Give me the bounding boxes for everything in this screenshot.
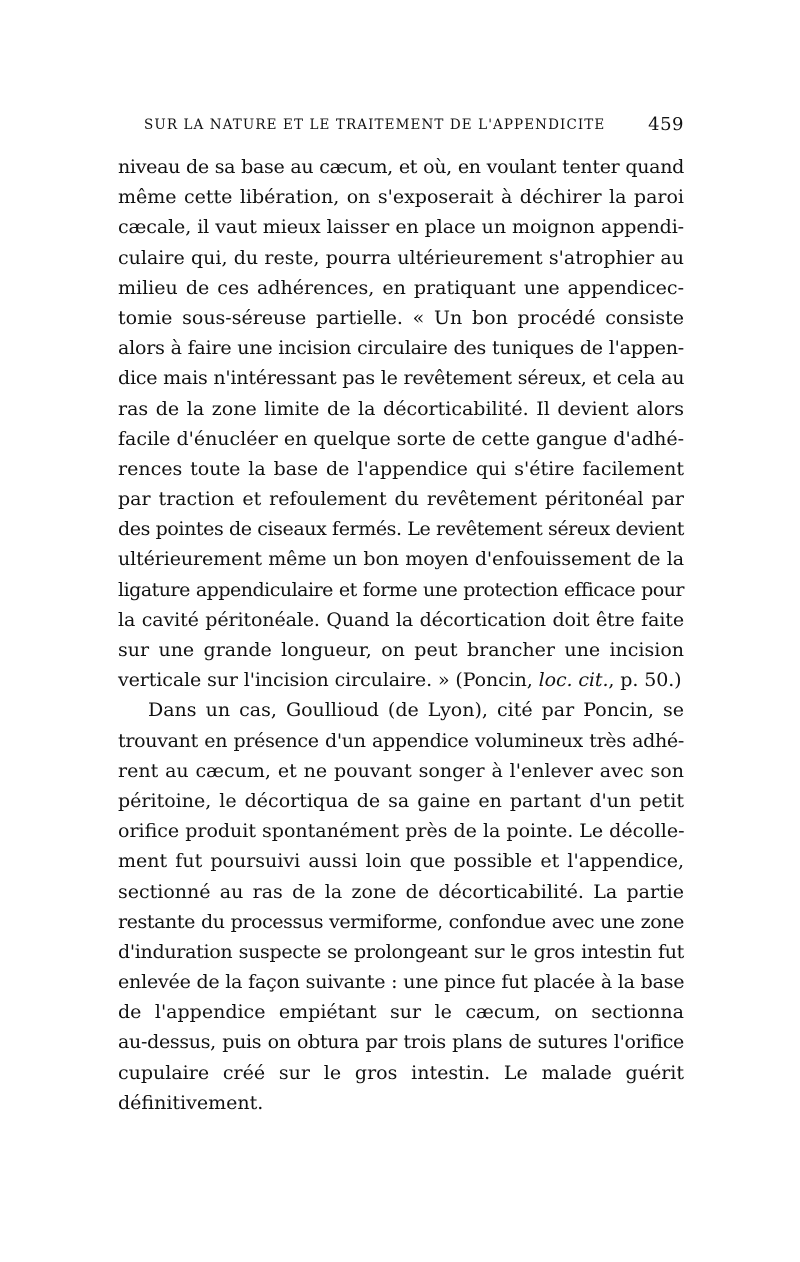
citation-text-after: , p. 50.) — [608, 669, 682, 692]
text-line: tomie sous-séreuse partielle. « Un bon procédé consiste — [118, 306, 684, 329]
paragraph-last-line: définitivement. — [118, 1091, 264, 1114]
text-line: d'induration suspecte se prolongeant sur le gros intestin fut — [118, 940, 684, 963]
text-line: ligature appendiculaire et forme une protection efficace pour — [118, 578, 684, 601]
text-line: des pointes de ciseaux fermés. Le revêtement séreux devient — [118, 518, 685, 541]
text-line: niveau de sa base au cæcum, et où, en voulant tenter quand — [118, 156, 684, 178]
citation-text-before: verticale sur l'incision circulaire. » (Poncin, — [118, 669, 539, 692]
text-line: facile d'énucléer en quelque sorte de cette gangue d'adhé- — [118, 427, 685, 450]
text-line: trouvant en présence d'un appendice volumineux très adhé- — [118, 729, 684, 752]
text-line: restante du processus vermiforme, confondue avec une zone — [118, 910, 684, 933]
text-line: enlevée de la façon suivante : une pince fut placée à la base — [118, 971, 685, 994]
text-line: de l'appendice empiétant sur le cæcum, on sectionna — [118, 1001, 684, 1024]
text-line: alors à faire une incision circulaire des tuniques de l'appen- — [118, 337, 684, 360]
text-line: sectionné au ras de la zone de décorticabilité. La partie — [118, 880, 684, 903]
text-line: rences toute la base de l'appendice qui s'étire facilement — [118, 457, 684, 480]
text-line: culaire qui, du reste, pourra ultérieurement s'atrophier au — [118, 246, 684, 269]
text-line: cæcale, il vaut mieux laisser en place un moignon appendi- — [118, 216, 684, 239]
text-line: la cavité péritonéale. Quand la décortication doit être faite — [118, 608, 684, 631]
citation-line — [118, 665, 684, 695]
text-line: même cette libération, on s'exposerait à déchirer la paroi — [118, 186, 684, 209]
text-line: milieu de ces adhérences, en pratiquant une appendicec- — [118, 276, 684, 299]
text-line: par traction et refoulement du revêtement péritonéal par — [118, 488, 684, 511]
paragraph-first-line: Dans un cas, Goullioud (de Lyon), cité par Poncin, se — [148, 699, 684, 722]
text-line: ultérieurement même un bon moyen d'enfouissement de la — [118, 548, 684, 571]
page-number: 459 — [648, 114, 684, 135]
text-line: rent au cæcum, et ne pouvant songer à l'enlever avec son — [118, 759, 684, 782]
text-line: cupulaire créé sur le gros intestin. Le malade guérit — [118, 1061, 684, 1084]
running-title: SUR LA NATURE ET LE TRAITEMENT DE L'APPENDICITE — [144, 117, 606, 133]
citation-italic: loc. cit. — [538, 669, 609, 692]
text-line: dice mais n'intéressant pas le revêtement séreux, et cela au — [118, 367, 685, 390]
text-line: ment fut poursuivi aussi loin que possible et l'appendice, — [118, 850, 684, 873]
text-line: sur une grande longueur, on peut brancher une incision — [118, 639, 684, 661]
running-header — [118, 114, 684, 138]
text-line: au-dessus, puis on obtura par trois plans de sutures l'orifice — [118, 1031, 684, 1054]
body-text — [118, 152, 684, 1118]
text-line: orifice produit spontanément près de la pointe. Le décolle- — [118, 820, 685, 843]
text-line: péritoine, le décortiqua de sa gaine en partant d'un petit — [118, 789, 684, 812]
text-line: ras de la zone limite de la décorticabilité. Il devient alors — [118, 397, 684, 420]
